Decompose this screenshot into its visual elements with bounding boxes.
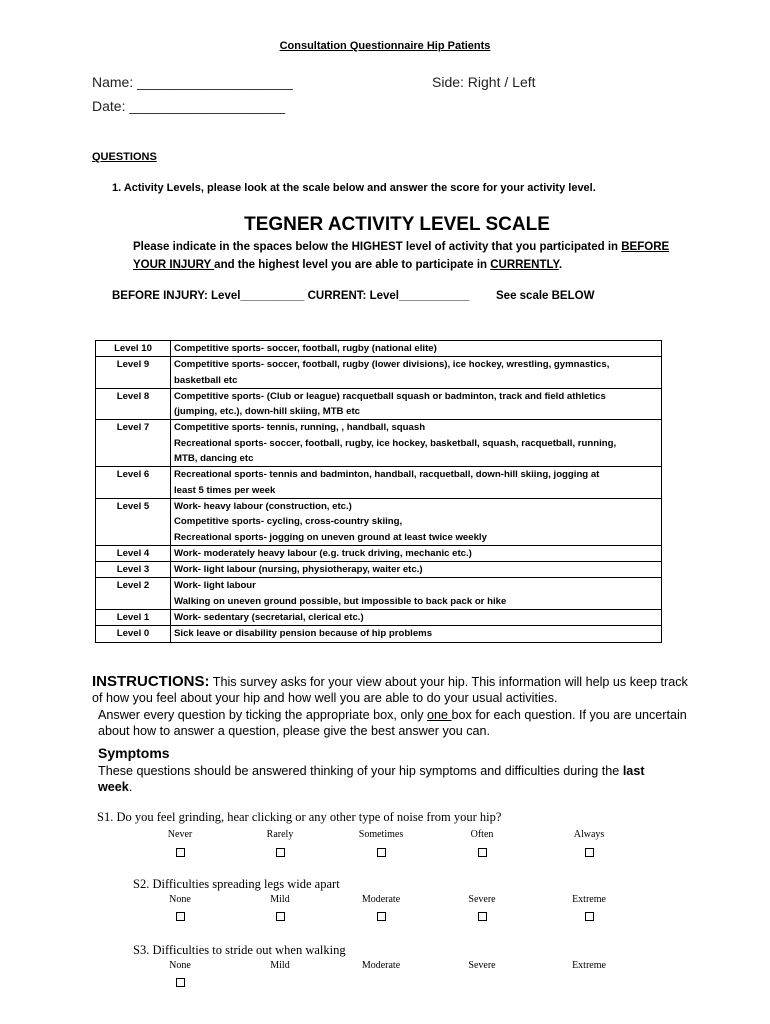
answer-checkbox[interactable] — [176, 978, 185, 987]
symptoms-description: These questions should be answered thinking of your hip symptoms and difficulties during the last week. — [98, 764, 645, 794]
scale-description-line: Recreational sports- soccer, football, rugby, ice hockey, basketball, squash, racquetball, running, — [174, 437, 617, 449]
scale-level-label: Level 8 — [96, 388, 171, 420]
answer-checkbox[interactable] — [176, 848, 185, 857]
scale-row — [96, 420, 662, 467]
scale-level-label: Level 6 — [96, 467, 171, 499]
scale-level-label: Level 9 — [96, 357, 171, 389]
tegner-scale-table — [95, 340, 662, 643]
scale-title: TEGNER ACTIVITY LEVEL SCALE — [244, 214, 550, 235]
answer-checkbox[interactable] — [585, 912, 594, 921]
scale-description-line: Competitive sports- soccer, football, rugby (national elite) — [174, 343, 437, 354]
instructions-paragraph-2: Answer every question by ticking the appropriate box, only one box for each question. If you are uncertain about how to answer a question, please give the best answer you can. — [98, 708, 687, 738]
scale-level-label: Level 4 — [96, 545, 171, 561]
scale-description-line: Competitive sports- cycling, cross-country skiing, — [174, 516, 403, 528]
scale-level-description — [171, 610, 662, 626]
option-label: Rarely — [266, 829, 294, 840]
scale-level-label: Level 1 — [96, 610, 171, 626]
scale-description-line: MTB, dancing etc — [174, 453, 254, 465]
answer-checkbox[interactable] — [478, 848, 487, 857]
option-label: None — [169, 894, 191, 905]
scale-description-line: Recreational sports- jogging on uneven ground at least twice weekly — [174, 531, 487, 543]
scale-row — [96, 357, 662, 389]
answer-checkbox[interactable] — [377, 848, 386, 857]
scale-level-description — [171, 467, 662, 499]
option-label: Moderate — [361, 894, 401, 905]
answer-checkbox[interactable] — [478, 912, 487, 921]
scale-level-description — [171, 341, 662, 357]
question-s2: S2. Difficulties spreading legs wide apart — [133, 877, 340, 891]
scale-level-label: Level 5 — [96, 498, 171, 545]
scale-row — [96, 626, 662, 642]
scale-description-line: Competitive sports- soccer, football, rugby (lower divisions), ice hockey, wrestling, gymnastics, — [174, 359, 610, 371]
scale-level-description — [171, 388, 662, 420]
option-label: Always — [573, 829, 605, 840]
scale-row — [96, 545, 662, 561]
side-field[interactable]: Side: Right / Left — [432, 74, 536, 90]
scale-level-description — [171, 498, 662, 545]
symptoms-heading: Symptoms — [98, 745, 170, 761]
scale-description-line: (jumping, etc.), down-hill skiing, MTB etc — [174, 406, 361, 418]
answer-checkbox[interactable] — [585, 848, 594, 857]
instructions-paragraph: INSTRUCTIONS: This survey asks for your view about your hip. This information will help us keep track of how you feel about your hip and how well you are able to do your usual activities. — [92, 673, 688, 705]
scale-description-line: Recreational sports- tennis and badminton, handball, racquetball, down-hill skiing, jogging at — [174, 469, 600, 481]
name-field[interactable]: Name: ____________________ — [92, 74, 293, 90]
scale-level-label: Level 3 — [96, 562, 171, 578]
scale-level-label: Level 10 — [96, 341, 171, 357]
option-label: Sometimes — [358, 829, 404, 840]
scale-row — [96, 610, 662, 626]
scale-row — [96, 578, 662, 610]
option-label: Mild — [270, 894, 290, 905]
document-title: Consultation Questionnaire Hip Patients — [279, 40, 491, 52]
scale-row — [96, 467, 662, 499]
instructions-heading: INSTRUCTIONS: — [92, 673, 210, 690]
date-field[interactable]: Date: ____________________ — [92, 98, 286, 114]
questions-heading: QUESTIONS — [92, 151, 157, 163]
scale-level-description — [171, 578, 662, 610]
answer-checkbox[interactable] — [377, 912, 386, 921]
scale-description-line: Walking on uneven ground possible, but impossible to back pack or hike — [174, 595, 507, 607]
scale-level-description — [171, 357, 662, 389]
question-s1: S1. Do you feel grinding, hear clicking or any other type of noise from your hip? — [97, 810, 502, 824]
scale-description-line: basketball etc — [174, 374, 238, 386]
option-label: Mild — [270, 960, 290, 971]
question-s3: S3. Difficulties to stride out when walking — [133, 943, 346, 957]
option-label: Moderate — [361, 960, 401, 971]
scale-description-line: Work- sedentary (secretarial, clerical etc.) — [174, 612, 364, 624]
answer-checkbox[interactable] — [176, 912, 185, 921]
scale-level-label: Level 0 — [96, 626, 171, 642]
scale-description-line: Work- heavy labour (construction, etc.) — [174, 500, 352, 512]
option-label: Severe — [468, 894, 496, 905]
scale-level-description — [171, 545, 662, 561]
see-scale-note: See scale BELOW — [496, 290, 595, 302]
scale-description-line: Work- light labour (nursing, physiotherapy, waiter etc.) — [174, 564, 423, 576]
option-label: Extreme — [572, 960, 606, 971]
scale-row — [96, 388, 662, 420]
answer-checkbox[interactable] — [276, 848, 285, 857]
scale-description-line: Sick leave or disability pension because of hip problems — [174, 628, 433, 640]
scale-instructions: Please indicate in the spaces below the HIGHEST level of activity that you participated in BEFORE YOUR INJURY and the highest level you are able to participate in CURRENTLY. — [133, 241, 670, 271]
option-label: Severe — [468, 960, 496, 971]
scale-row — [96, 341, 662, 357]
scale-level-description — [171, 420, 662, 467]
scale-level-label: Level 7 — [96, 420, 171, 467]
scale-description-line: least 5 times per week — [174, 484, 276, 496]
option-label: Never — [167, 829, 193, 840]
scale-description-line: Work- light labour — [174, 580, 256, 592]
scale-description-line: Work- moderately heavy labour (e.g. truck driving, mechanic etc.) — [174, 547, 472, 559]
scale-level-label: Level 2 — [96, 578, 171, 610]
question-activity-levels: 1. Activity Levels, please look at the scale below and answer the score for your activity level. — [112, 182, 596, 194]
scale-level-description — [171, 626, 662, 642]
option-label: Extreme — [572, 894, 606, 905]
option-label: Often — [470, 829, 494, 840]
scale-row — [96, 498, 662, 545]
scale-description-line: Competitive sports- tennis, running, , handball, squash — [174, 422, 426, 434]
scale-level-description — [171, 562, 662, 578]
answer-checkbox[interactable] — [276, 912, 285, 921]
activity-level-input-line[interactable]: BEFORE INJURY: Level__________ CURRENT: Level___________ — [112, 290, 470, 302]
scale-row — [96, 562, 662, 578]
option-label: None — [169, 960, 191, 971]
scale-description-line: Competitive sports- (Club or league) racquetball squash or badminton, track and field athletics — [174, 390, 606, 402]
